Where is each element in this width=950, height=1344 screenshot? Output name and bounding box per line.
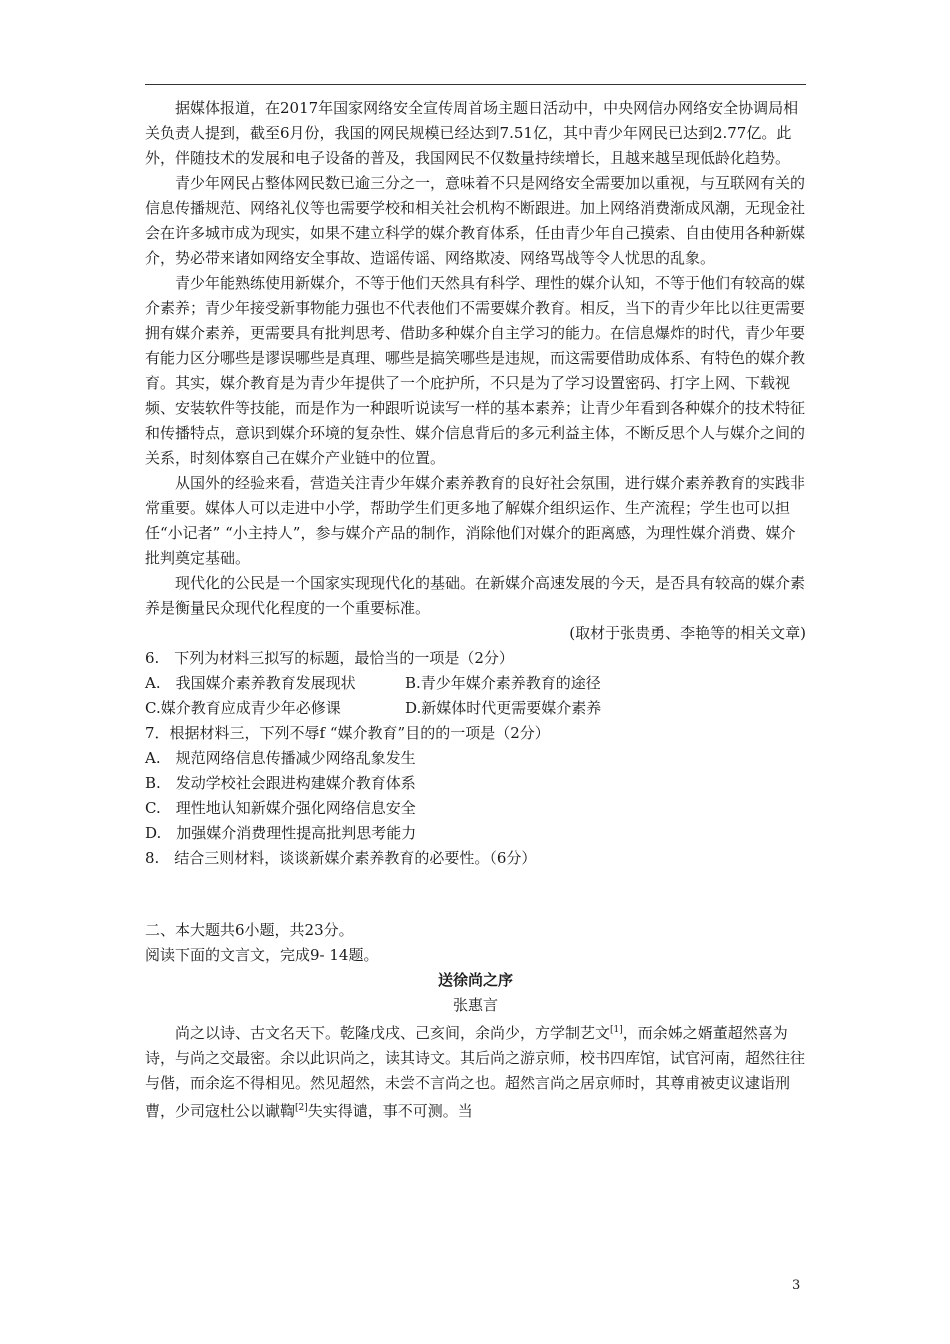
paragraph-4: 从国外的经验来看，营造关注青少年媒介素养教育的良好社会氛围，进行媒介素养教育的实践非常重要。媒体人可以走进中小学，帮助学生们更多地了解媒介组织运作、生产流程；学生也可以担任“小记者” “小主持人”，参与媒介产品的制作，消除他们对媒介的距离感，为理性媒介消费、媒介批判奠定基础。 [145, 474, 806, 567]
source-citation: (取材于张贵勇、李艳等的相关文章) [569, 624, 806, 642]
essay-text-part-2: ，而余姊之婿董超然喜为诗，与尚之交最密。余以此识尚之，读其诗文。其后尚之游京师，校书四库馆，试官河南，超然往往与偕，而余迄不得相见。然见超然，未尝不言尚之也。超然言尚之居京师时，其尊甫被吏议逮诣刑曹，少司寇杜公以谳鞫 [145, 1024, 806, 1120]
q6-option-c: C.媒介教育应成青少年必修课 [145, 699, 341, 717]
q6-option-b: B.青少年媒介素养教育的途径 [405, 674, 601, 692]
essay-text-part-3: 失实得谴，事不可测。当 [307, 1102, 473, 1120]
paragraph-3: 青少年能熟练使用新媒介，不等于他们天然具有科学、理性的媒介认知，不等于他们有较高的媒介素养；青少年接受新事物能力强也不代表他们不需要媒介教育。相反，当下的青少年比以往更需要拥有媒介素养，更需要具有批判思考、借助多种媒介自主学习的能力。在信息爆炸的时代，青少年要有能力区分哪些是谬误哪些是真理、哪些是搞笑哪些是违规，而这需要借助成体系、有特色的媒介教育。其实，媒介教育是为青少年提供了一个庇护所，不只是为了学习设置密码、打字上网、下载视频、安装软件等技能，而是作为一种跟听说读写一样的基本素养；让青少年看到各种媒介的技术特征和传播特点，意识到媒介环境的复杂性、媒介信息背后的多元利益主体，不断反思个人与媒介之间的关系，时刻体察自己在媒介产业链中的位置。 [145, 274, 806, 467]
essay-title: 送徐尚之序 [437, 971, 513, 989]
question-7-stem: 7．根据材料三，下列不辱f “媒介教育”目的的一项是（2分） [145, 724, 550, 742]
q7-option-a: A. 规范网络信息传播减少网络乱象发生 [145, 749, 416, 767]
page-content [145, 96, 806, 1124]
paragraph-2: 青少年网民占整体网民数已逾三分之一，意味着不只是网络安全需要加以重视，与互联网有关的信息传播规范、网络礼仪等也需要学校和相关社会机构不断跟进。加上网络消费渐成风潮，无现金社会在许多城市成为现实，如果不建立科学的媒介教育体系，任由青少年自己摸索、自由使用各种新媒介，势必带来诸如网络安全事故、造谣传谣、网络欺凌、网络骂战等令人忧思的乱象。 [145, 174, 806, 267]
paragraph-5: 现代化的公民是一个国家实现现代化的基础。在新媒介高速发展的今天，是否具有较高的媒介素养是衡量民众现代化程度的一个重要标准。 [145, 574, 806, 617]
q6-option-d: D.新媒体时代更需要媒介素养 [405, 699, 602, 717]
question-6-options-row-2 [145, 696, 806, 721]
footnote-marker-2: [2] [295, 1103, 308, 1113]
header-rule [145, 84, 806, 85]
section-gap [145, 871, 806, 918]
paragraph-1: 据媒体报道，在2017年国家网络安全宣传周首场主题日活动中，中央网信办网络安全协调局相关负责人提到，截至6月份，我国的网民规模已经达到7.51亿，其中青少年网民已达到2.77亿。此外，伴随技术的发展和电子设备的普及，我国网民不仅数量持续增长，且越来越呈现低龄化趋势。 [145, 99, 799, 167]
q7-option-b: B. 发动学校社会跟进构建媒介教育体系 [145, 774, 416, 792]
question-6-options-row-1 [145, 671, 806, 696]
section-2-instruction: 阅读下面的文言文，完成9- 14题。 [145, 946, 379, 964]
q6-option-a: A. 我国媒介素养教育发展现状 [145, 674, 356, 692]
q7-option-c: C. 理性地认知新媒介强化网络信息安全 [145, 799, 416, 817]
section-2-heading: 二、本大题共6小题，共23分。 [145, 921, 354, 939]
footnote-marker-1: [1] [610, 1025, 623, 1035]
question-8: 8. 结合三则材料，谈谈新媒介素养教育的必要性。（6分） [145, 849, 537, 867]
essay-text [145, 1018, 806, 1124]
essay-author: 张惠言 [452, 996, 498, 1014]
question-6-stem: 6. 下列为材料三拟写的标题，最恰当的一项是（2分） [145, 649, 514, 667]
q7-option-d: D. 加强媒介消费理性提高批判思考能力 [145, 824, 417, 842]
essay-text-part-1: 尚之以诗、古文名天下。乾隆戊戌、己亥间，余尚少，方学制艺文 [175, 1024, 611, 1042]
page-number: 3 [792, 1278, 801, 1293]
